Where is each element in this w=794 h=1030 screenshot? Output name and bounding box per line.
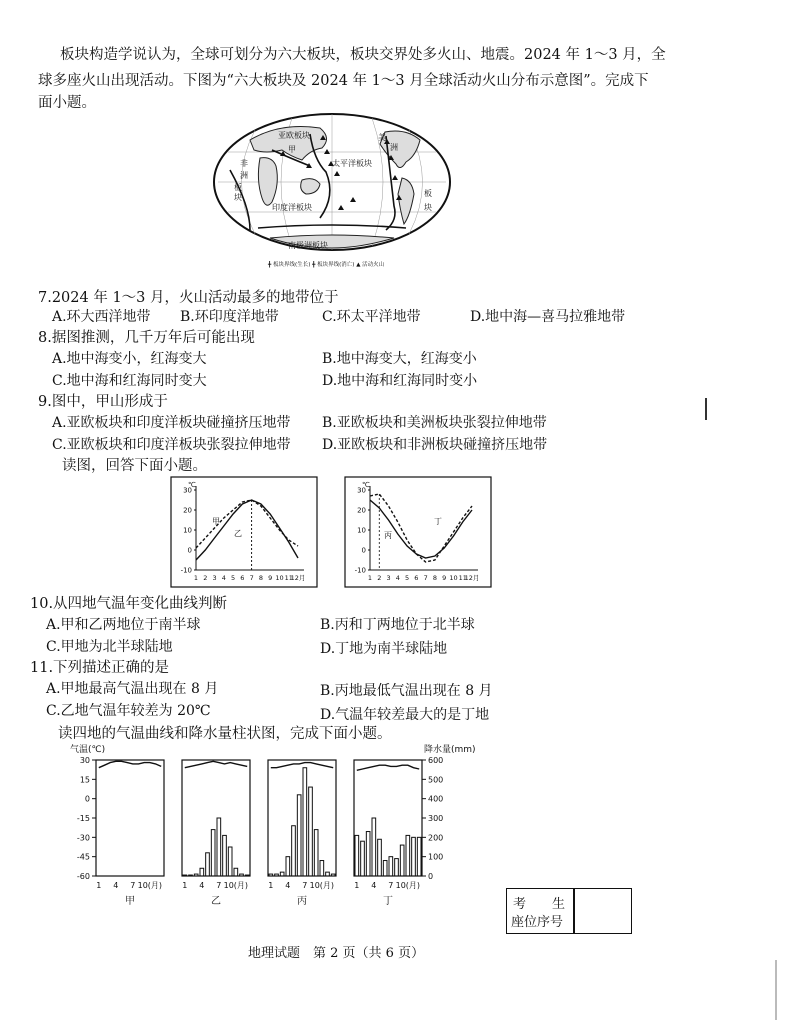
chart-bing-ding-xtick-label: 9 xyxy=(442,574,447,582)
chart-bing-ding-xtick-label: 2 xyxy=(377,574,382,582)
chart-jia-yi-xtick-label: 7 xyxy=(249,574,254,582)
chart-jia-yi-label-yi: 乙 xyxy=(234,529,242,538)
question-9-option-a[interactable]: A.亚欧板块和印度洋板块碰撞挤压地带 xyxy=(52,415,291,431)
climate-panel-name: 丙 xyxy=(297,896,307,907)
climate-panel-丙 xyxy=(268,760,336,907)
map-label-zhou-2: 洲 xyxy=(240,171,248,180)
chart-jia-yi-xtick-label: 3 xyxy=(212,574,217,582)
climate-precip-bar xyxy=(183,875,187,876)
climate-precip-tick-label: 500 xyxy=(428,775,444,785)
climate-precip-bar xyxy=(292,826,296,876)
question-7-stem: 7.2024 年 1～3 月，火山活动最多的地带位于 xyxy=(38,290,339,306)
climate-precip-tick-label: 300 xyxy=(428,814,444,823)
climate-month-label: 4 xyxy=(199,881,205,890)
climate-precip-bar xyxy=(217,818,221,876)
seat-number-box xyxy=(506,888,632,934)
chart-bing-ding-y-ticks xyxy=(355,486,478,575)
climate-precip-bar xyxy=(269,874,273,876)
chart-bing-ding-xtick-label: 3 xyxy=(386,574,391,582)
plate-map xyxy=(210,110,455,270)
map-label-ban-2: 板 xyxy=(424,189,432,198)
climate-precip-bar xyxy=(223,835,227,876)
climate-month-label: 10(月) xyxy=(137,881,163,890)
climate-precip-bar xyxy=(228,847,232,876)
climate-panel-丁 xyxy=(354,760,422,907)
chart-bing-ding-ylabel: ℃ xyxy=(362,481,370,489)
chart-bing-ding-xtick-label: 10 xyxy=(449,574,458,582)
climate-temp-tick-label: 30 xyxy=(79,756,90,765)
question-9-option-c[interactable]: C.亚欧板块和印度洋板块张裂拉伸地带 xyxy=(52,437,291,453)
question-11-option-d[interactable]: D.气温年较差最大的是丁地 xyxy=(320,707,490,723)
map-label-indian: 印度洋板块 xyxy=(272,203,312,212)
question-8-stem: 8.据图推测，几千万年后可能出现 xyxy=(38,330,255,346)
chart-jia-yi-xtick-label: 9 xyxy=(268,574,273,582)
map-label-jia: 甲 xyxy=(288,145,296,154)
chart-jia-yi-xtick-label: 4 xyxy=(221,574,226,582)
climate-precip-tick-label: 100 xyxy=(428,852,444,862)
intro-line-2: 球多座火山出现活动。下图为“六大板块及 2024 年 1～3 月全球活动火山分布示意图”。完成下 xyxy=(38,73,649,89)
question-8-option-c[interactable]: C.地中海和红海同时变大 xyxy=(52,373,207,389)
chart-bing-ding-series-丙 xyxy=(370,500,472,558)
climate-temp-axis-label: 气温(℃) xyxy=(70,745,106,755)
climate-panel-name: 丁 xyxy=(383,896,393,907)
margin-mark xyxy=(705,398,707,420)
question-9-option-b[interactable]: B.亚欧板块和美洲板块张裂拉伸地带 xyxy=(322,415,547,431)
intro-line-1: 板块构造学说认为，全球可划分为六大板块，板块交界处多火山、地震。2024 年 1～3 月，全 xyxy=(60,47,666,63)
chart-bing-ding-xtick-label: 12月 xyxy=(464,574,480,582)
climate-panel-甲 xyxy=(96,760,164,907)
chart-jia-yi-xtick-label: 10 xyxy=(275,574,284,582)
chart-bing-ding-x-ticks xyxy=(368,574,479,582)
chart-jia-yi-ytick-label: 20 xyxy=(183,506,192,515)
climate-precip-bar xyxy=(406,835,410,876)
climate-precip-bar xyxy=(275,874,279,876)
climate-month-label: 7 xyxy=(388,881,394,890)
climate-precip-ticks xyxy=(422,756,443,881)
question-8-option-a[interactable]: A.地中海变小，红海变大 xyxy=(52,351,207,367)
chart-jia-yi-xtick-label: 12月 xyxy=(290,574,306,582)
page-footer: 地理试题 第 2 页（共 6 页） xyxy=(248,946,425,961)
chart-jia-yi-ytick-label: 30 xyxy=(183,486,192,495)
climate-precip-bar xyxy=(389,857,393,876)
chart-jia-yi-ytick-label: -10 xyxy=(180,566,192,575)
climate-precip-bar xyxy=(309,787,313,876)
question-10-option-b[interactable]: B.丙和丁两地位于北半球 xyxy=(320,617,475,633)
chart-jia-yi-y-ticks xyxy=(181,486,304,575)
climate-month-label: 1 xyxy=(182,881,188,890)
climate-month-label: 10(月) xyxy=(309,881,335,890)
map-label-ban: 板 xyxy=(234,183,242,192)
question-7-option-b[interactable]: B.环印度洋地带 xyxy=(180,309,279,325)
climate-month-label: 1 xyxy=(96,881,102,890)
chart-bing-ding-xtick-label: 1 xyxy=(367,574,373,582)
chart-bing-ding-xtick-label: 8 xyxy=(432,574,437,582)
climate-month-label: 4 xyxy=(285,881,291,890)
climate-temp-line xyxy=(357,765,419,770)
climate-precip-tick-label: 600 xyxy=(428,756,444,765)
chart-jia-yi-ytick-label: 0 xyxy=(187,546,192,555)
chart-bing-ding-ytick-label: -10 xyxy=(354,566,366,575)
chart-jia-yi-xtick-label: 6 xyxy=(240,574,245,582)
scan-edge-mark xyxy=(775,960,777,1020)
map-label-kuai: 块 xyxy=(234,193,242,202)
climate-precip-bar xyxy=(206,853,210,876)
climate-temp-ticks xyxy=(77,756,96,881)
question-11-option-c[interactable]: C.乙地气温年较差为 20℃ xyxy=(46,703,211,719)
read-prompt-1: 读图，回答下面小题。 xyxy=(62,458,207,474)
question-7-option-a[interactable]: A.环大西洋地带 xyxy=(52,309,151,325)
climate-month-label: 1 xyxy=(354,881,360,890)
climate-precip-bar xyxy=(320,861,324,876)
chart-jia-yi-ytick-label: 10 xyxy=(183,526,192,535)
climate-precip-bar xyxy=(297,795,301,876)
chart-jia-yi-lines xyxy=(196,500,298,570)
climate-precip-bar xyxy=(331,874,335,876)
climate-precip-tick-label: 0 xyxy=(428,872,434,881)
question-10-stem: 10.从四地气温年变化曲线判断 xyxy=(30,596,228,612)
chart-bing-ding-xtick-label: 5 xyxy=(405,574,410,582)
question-9-stem: 9.图中，甲山形成于 xyxy=(38,394,168,410)
read-prompt-2: 读四地的气温曲线和降水量柱状图，完成下面小题。 xyxy=(58,726,392,742)
chart-jia-yi-ylabel: ℃ xyxy=(188,481,196,489)
question-10-option-c[interactable]: C.甲地为北半球陆地 xyxy=(46,639,173,655)
chart-jia-yi-xtick-label: 1 xyxy=(193,574,199,582)
climate-panel-name: 乙 xyxy=(211,896,221,907)
chart-jia-yi-label-jia: 甲 xyxy=(212,517,220,526)
climate-precip-bar xyxy=(417,837,421,876)
map-label-kuai-2: 块 xyxy=(424,203,432,212)
chart-bing-ding-xtick-label: 11 xyxy=(458,574,467,582)
chart-bing-ding-ytick-label: 10 xyxy=(357,526,366,535)
question-11-option-b[interactable]: B.丙地最低气温出现在 8 月 xyxy=(320,683,493,699)
map-legend: ╋ 板块界线(生长) ╋ 板块界线(消亡) ▲ 活动火山 xyxy=(268,262,385,268)
chart-bing-ding-series-丁 xyxy=(370,494,472,562)
climate-temp-tick-label: -15 xyxy=(76,814,90,823)
climate-panels xyxy=(96,760,422,907)
climate-month-label: 10(月) xyxy=(395,881,421,890)
climate-precip-bar xyxy=(286,857,290,876)
chart-jia-yi xyxy=(170,476,318,588)
climate-precip-bar xyxy=(234,868,238,876)
climate-temp-tick-label: 15 xyxy=(79,775,90,785)
climate-month-label: 10(月) xyxy=(223,881,249,890)
question-11-option-a[interactable]: A.甲地最高气温出现在 8 月 xyxy=(46,681,219,697)
chart-bing-ding-ytick-label: 30 xyxy=(357,486,366,495)
question-7-option-d[interactable]: D.地中海—喜马拉雅地带 xyxy=(470,309,626,325)
climate-temp-tick-label: -30 xyxy=(76,833,90,843)
chart-bing-ding-xtick-label: 4 xyxy=(395,574,400,582)
seat-label-line-1: 考 生 xyxy=(513,897,566,912)
question-9-option-d[interactable]: D.亚欧板块和非洲板块碰撞挤压地带 xyxy=(322,437,548,453)
map-label-fei: 非 xyxy=(240,159,248,168)
climate-precip-bar xyxy=(189,875,193,876)
climate-temp-tick-label: -45 xyxy=(76,852,90,862)
climate-panel-frame xyxy=(268,760,336,876)
climate-precip-axis-label: 降水量(mm) xyxy=(424,745,476,755)
chart-bing-ding xyxy=(344,476,492,588)
map-label-zhou: 洲 xyxy=(390,143,398,152)
climate-month-label: 4 xyxy=(113,881,119,890)
climate-panel-乙 xyxy=(182,760,250,907)
chart-bing-ding-label-ding: 丁 xyxy=(434,517,442,526)
chart-jia-yi-xtick-label: 5 xyxy=(231,574,236,582)
intro-line-3: 面小题。 xyxy=(38,95,96,111)
climate-precip-bar xyxy=(378,839,382,876)
seat-number-input[interactable] xyxy=(575,889,631,933)
chart-jia-yi-xtick-label: 8 xyxy=(258,574,263,582)
question-8-option-b[interactable]: B.地中海变大，红海变小 xyxy=(322,351,477,367)
climate-panel-name: 甲 xyxy=(125,896,135,907)
chart-bing-ding-xtick-label: 6 xyxy=(414,574,419,582)
climate-precip-bar xyxy=(412,837,416,876)
climate-month-label: 7 xyxy=(130,881,136,890)
climate-precip-bar xyxy=(200,868,204,876)
chart-bing-ding-xtick-label: 7 xyxy=(423,574,428,582)
question-10-option-a[interactable]: A.甲和乙两地位于南半球 xyxy=(46,617,201,633)
climate-precip-bar xyxy=(400,845,404,876)
chart-bing-ding-ytick-label: 20 xyxy=(357,506,366,515)
climate-temp-tick-label: -60 xyxy=(76,872,90,881)
climate-precip-bar xyxy=(245,875,249,876)
climate-month-label: 4 xyxy=(371,881,377,890)
climate-panel-frame xyxy=(182,760,250,876)
chart-jia-yi-xtick-label: 2 xyxy=(203,574,208,582)
climate-precip-tick-label: 400 xyxy=(428,794,444,804)
map-label-pacific: 太平洋板块 xyxy=(332,159,372,168)
climate-precip-bar xyxy=(240,874,244,876)
climate-precip-bar xyxy=(303,768,307,876)
climate-precip-bar xyxy=(366,832,370,876)
climate-precip-bar xyxy=(372,818,376,876)
seat-label-line-2: 座位序号 xyxy=(511,915,564,930)
climate-month-label: 7 xyxy=(216,881,222,890)
climate-precip-tick-label: 200 xyxy=(428,833,444,843)
chart-jia-yi-x-ticks xyxy=(194,574,305,582)
map-label-eurasia: 亚欧板块 xyxy=(278,131,310,140)
chart-jia-yi-xtick-label: 11 xyxy=(284,574,293,582)
climate-precip-bar xyxy=(395,859,399,876)
climate-temp-tick-label: 0 xyxy=(84,794,90,804)
question-8-option-d[interactable]: D.地中海和红海同时变小 xyxy=(322,373,478,389)
climate-month-label: 1 xyxy=(268,881,274,890)
climate-temp-line xyxy=(185,761,247,767)
climate-precip-bar xyxy=(361,841,365,876)
climate-precip-bar xyxy=(314,830,318,876)
chart-jia-yi-series-甲 xyxy=(196,500,298,560)
climate-precip-bar xyxy=(211,830,215,876)
climate-charts xyxy=(68,740,508,910)
climate-precip-bar xyxy=(383,861,387,876)
map-label-mei: 美 xyxy=(378,133,386,142)
map-label-antarctic: 南极洲板块 xyxy=(288,241,328,250)
question-10-option-d[interactable]: D.丁地为南半球陆地 xyxy=(320,641,448,657)
chart-bing-ding-label-bing: 丙 xyxy=(384,531,392,540)
question-11-stem: 11.下列描述正确的是 xyxy=(30,660,170,676)
climate-temp-line xyxy=(271,763,333,768)
climate-month-label: 7 xyxy=(302,881,308,890)
question-7-option-c[interactable]: C.环太平洋地带 xyxy=(322,309,421,325)
climate-panel-frame xyxy=(96,760,164,876)
climate-precip-bar xyxy=(355,835,359,876)
climate-temp-line xyxy=(99,761,161,767)
chart-bing-ding-ytick-label: 0 xyxy=(361,546,366,555)
climate-precip-bar xyxy=(194,874,198,876)
